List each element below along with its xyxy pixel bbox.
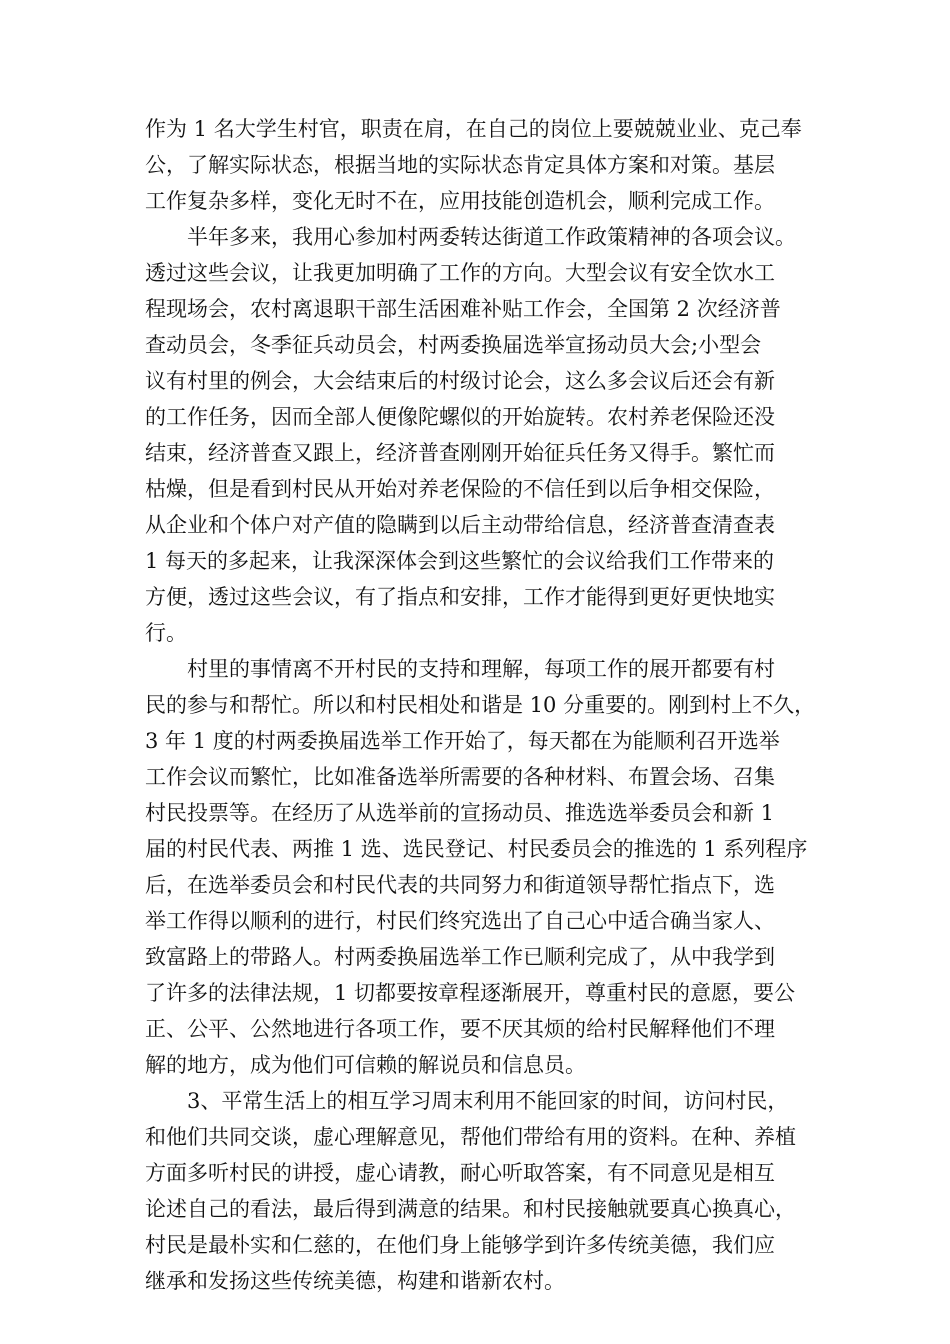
paragraph-2-line-4: 查动员会，冬季征兵动员会，村两委换届选举宣扬动员大会;小型会 bbox=[145, 333, 762, 357]
paragraph-3-line-8: 举工作得以顺利的进行，村民们终究选出了自己心中适合确当家人、 bbox=[145, 909, 775, 933]
paragraph-3-line-10: 了许多的法律法规，1 切都要按章程逐渐展开，尊重村民的意愿，要公 bbox=[145, 981, 796, 1005]
paragraph-2-line-12: 行。 bbox=[145, 621, 187, 645]
paragraph-2-line-6: 的工作任务，因而全部人便像陀螺似的开始旋转。农村养老保险还没 bbox=[145, 405, 775, 429]
paragraph-4-line-3: 方面多听村民的讲授，虚心请教，耐心听取答案，有不同意见是相互 bbox=[145, 1161, 775, 1185]
paragraph-3-line-6: 届的村民代表、两推 1 选、选民登记、村民委员会的推选的 1 系列程序 bbox=[145, 837, 808, 861]
paragraph-3-line-11: 正、公平、公然地进行各项工作，要不厌其烦的给村民解释他们不理 bbox=[145, 1017, 775, 1041]
paragraph-4-line-5: 村民是最朴实和仁慈的，在他们身上能够学到许多传统美德，我们应 bbox=[145, 1233, 775, 1257]
paragraph-4-line-6: 继承和发扬这些传统美德，构建和谐新农村。 bbox=[145, 1269, 565, 1293]
paragraph-3-line-1: 村里的事情离不开村民的支持和理解，每项工作的展开都要有村 bbox=[187, 657, 775, 681]
paragraph-2-line-11: 方便，透过这些会议，有了指点和安排，工作才能得到更好更快地实 bbox=[145, 585, 775, 609]
paragraph-2-line-9: 从企业和个体户对产值的隐瞒到以后主动带给信息，经济普查清查表 bbox=[145, 513, 775, 537]
paragraph-3-line-4: 工作会议而繁忙，比如准备选举所需要的各种材料、布置会场、召集 bbox=[145, 765, 775, 789]
paragraph-3-line-3: 3 年 1 度的村两委换届选举工作开始了，每天都在为能顺利召开选举 bbox=[145, 729, 780, 753]
paragraph-2-line-10: 1 每天的多起来，让我深深体会到这些繁忙的会议给我们工作带来的 bbox=[145, 549, 775, 573]
paragraph-4-line-4: 论述自己的看法，最后得到满意的结果。和村民接触就要真心换真心， bbox=[145, 1197, 796, 1221]
paragraph-2-line-1: 半年多来，我用心参加村两委转达街道工作政策精神的各项会议。 bbox=[187, 225, 796, 249]
paragraph-4-line-1: 3、平常生活上的相互学习周末利用不能回家的时间，访问村民， bbox=[187, 1089, 789, 1113]
paragraph-1-line-2: 公，了解实际状态，根据当地的实际状态肯定具体方案和对策。基层 bbox=[145, 153, 775, 177]
paragraph-2-line-7: 结束，经济普查又跟上，经济普查刚刚开始征兵任务又得手。繁忙而 bbox=[145, 441, 775, 465]
paragraph-3-line-12: 解的地方，成为他们可信赖的解说员和信息员。 bbox=[145, 1053, 586, 1077]
paragraph-2-line-8: 枯燥，但是看到村民从开始对养老保险的不信任到以后争相交保险， bbox=[145, 477, 775, 501]
paragraph-4-line-2: 和他们共同交谈，虚心理解意见，帮他们带给有用的资料。在种、养植 bbox=[145, 1125, 796, 1149]
paragraph-1-line-1: 作为 1 名大学生村官，职责在肩，在自己的岗位上要兢兢业业、克己奉 bbox=[145, 117, 802, 141]
paragraph-3-line-7: 后，在选举委员会和村民代表的共同努力和街道领导帮忙指点下，选 bbox=[145, 873, 775, 897]
paragraph-3-line-9: 致富路上的带路人。村两委换届选举工作已顺利完成了，从中我学到 bbox=[145, 945, 775, 969]
paragraph-3-line-5: 村民投票等。在经历了从选举前的宣扬动员、推选选举委员会和新 1 bbox=[145, 801, 775, 825]
paragraph-2-line-3: 程现场会，农村离退职干部生活困难补贴工作会，全国第 2 次经济普 bbox=[145, 297, 781, 321]
paragraph-3-line-2: 民的参与和帮忙。所以和村民相处和谐是 10 分重要的。刚到村上不久， bbox=[145, 693, 816, 717]
paragraph-1-line-3: 工作复杂多样，变化无时不在，应用技能创造机会，顺利完成工作。 bbox=[145, 189, 775, 213]
paragraph-2-line-2: 透过这些会议，让我更加明确了工作的方向。大型会议有安全饮水工 bbox=[145, 261, 775, 285]
paragraph-2-line-5: 议有村里的例会，大会结束后的村级讨论会，这么多会议后还会有新 bbox=[145, 369, 775, 393]
